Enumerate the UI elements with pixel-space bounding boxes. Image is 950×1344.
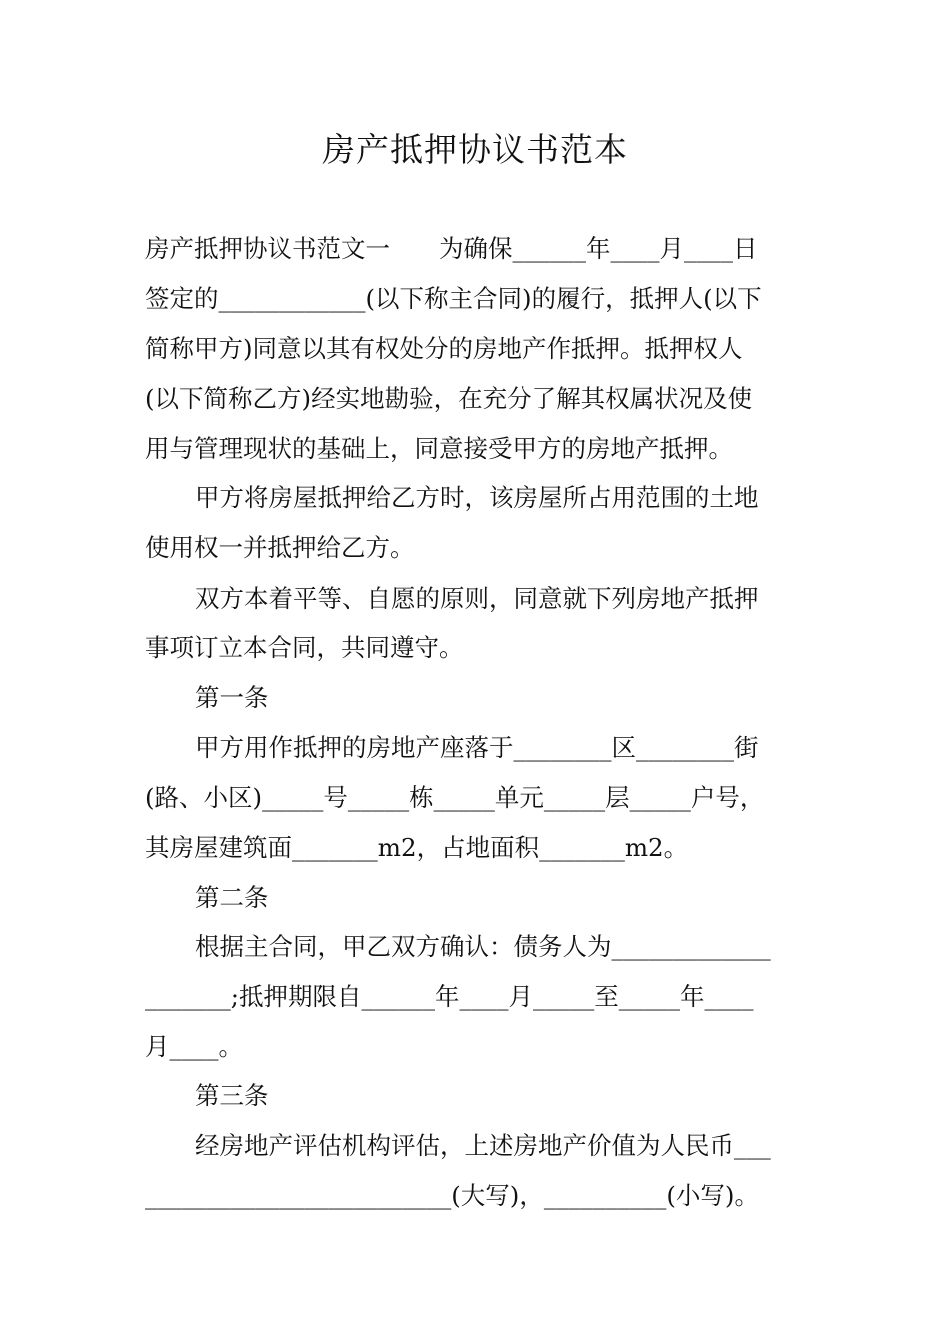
paragraph-line: 月____。 [145, 1032, 243, 1061]
paragraph-line: 双方本着平等、自愿的原则，同意就下列房地产抵押 [195, 584, 759, 613]
paragraph-line: 根据主合同，甲乙双方确认：债务人为_____________ [195, 932, 771, 961]
paragraph-line: (路、小区)_____号_____栋_____单元_____层_____户号， [145, 783, 765, 812]
paragraph-line: 简称甲方)同意以其有权处分的房地产作抵押。抵押权人 [145, 334, 743, 363]
paragraph-line: _______;抵押期限自______年____月_____至_____年____ [145, 982, 754, 1011]
paragraph-line: _________________________(大写)，__________(小写)。 [145, 1181, 759, 1210]
paragraph-line: 房产抵押协议书范文一 为确保______年____月____日 [145, 234, 758, 263]
paragraph-line: 甲方将房屋抵押给乙方时，该房屋所占用范围的土地 [195, 483, 759, 512]
document-title: 房产抵押协议书范本 [322, 130, 628, 169]
paragraph-line: 事项订立本合同，共同遵守。 [145, 633, 464, 662]
article-heading: 第一条 [195, 683, 269, 712]
paragraph-line: 签定的____________(以下称主合同)的履行，抵押人(以下 [145, 284, 762, 313]
paragraph-line: 甲方用作抵押的房地产座落于________区________街 [195, 733, 759, 762]
paragraph-line: 其房屋建筑面_______m2，占地面积_______m2。 [145, 833, 689, 862]
paragraph-line: 用与管理现状的基础上，同意接受甲方的房地产抵押。 [145, 434, 733, 463]
paragraph-line: 经房地产评估机构评估，上述房地产价值为人民币___ [195, 1131, 771, 1160]
paragraph-line: (以下简称乙方)经实地勘验，在充分了解其权属状况及使 [145, 384, 753, 413]
article-heading: 第三条 [195, 1081, 269, 1110]
paragraph-line: 使用权一并抵押给乙方。 [145, 533, 415, 562]
article-heading: 第二条 [195, 883, 269, 912]
